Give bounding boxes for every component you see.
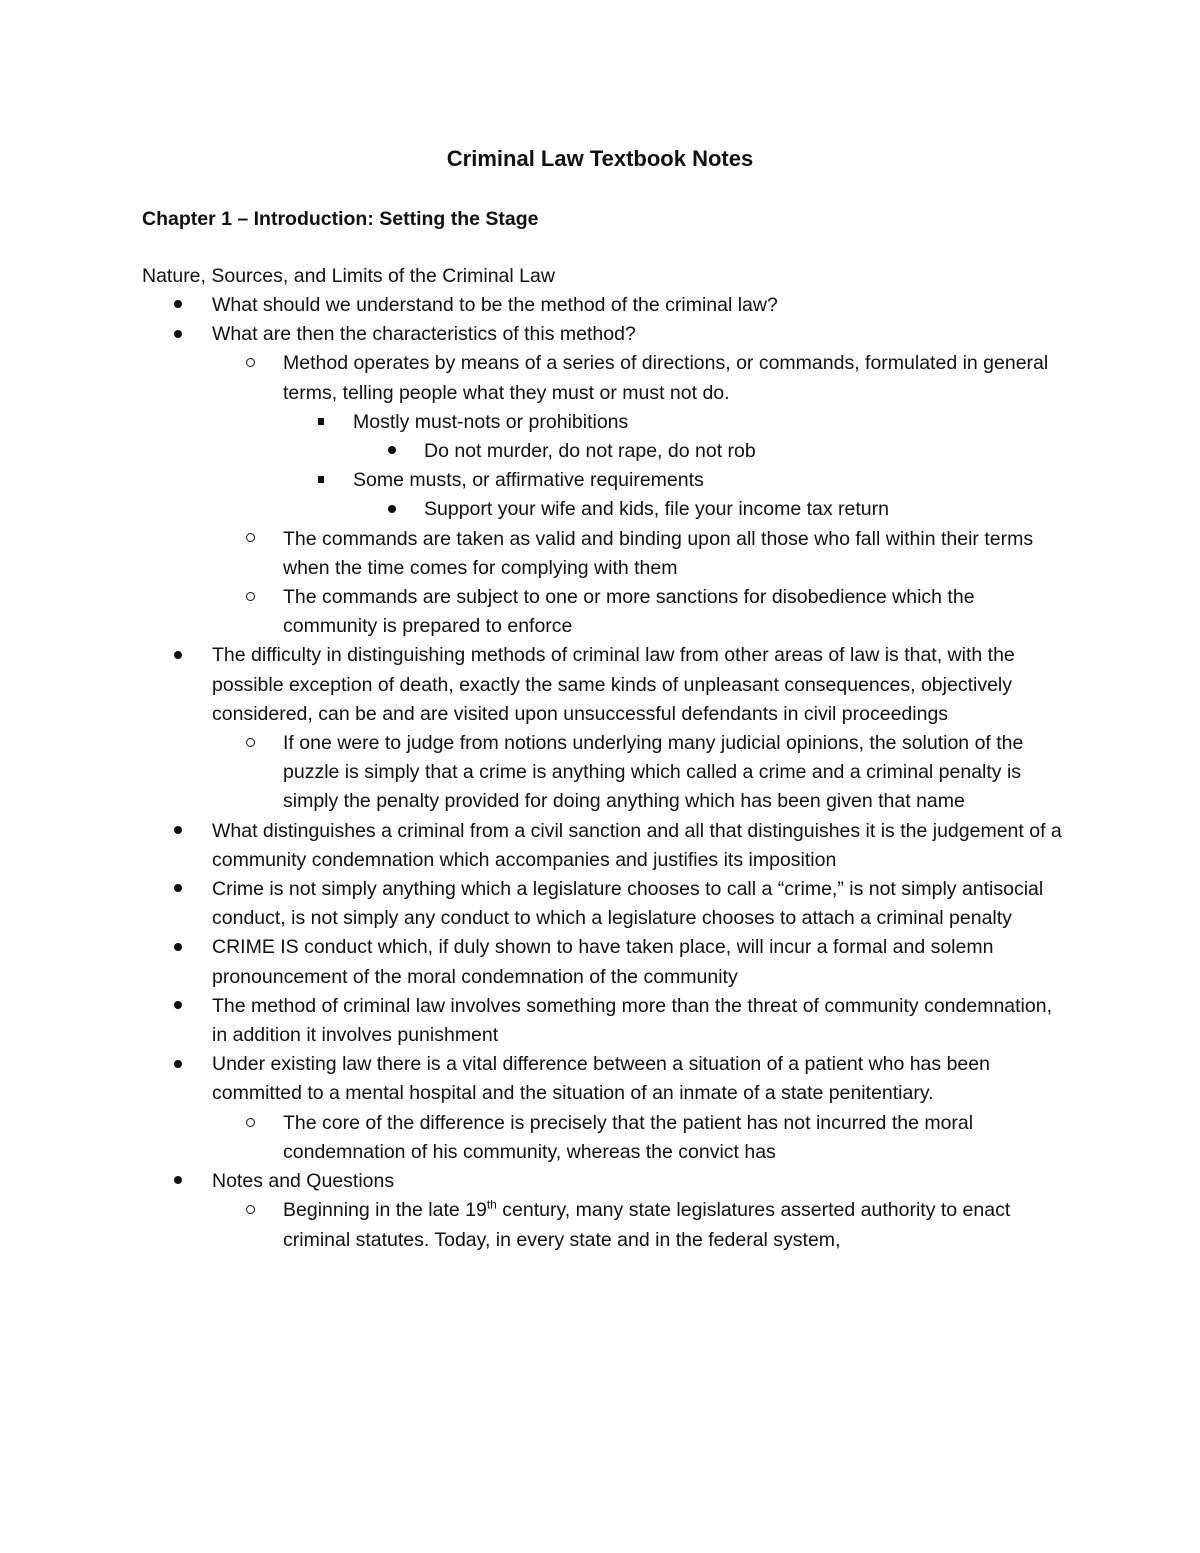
section-heading: Nature, Sources, and Limits of the Criminal Law (142, 265, 555, 287)
list-item-text: Beginning in the late 19th century, many state legislatures asserted authority to enact criminal statutes. Today, in every state and in the federal system, (283, 1197, 1011, 1251)
superscript: th (486, 1197, 497, 1212)
list-item-text: If one were to judge from notions underlying many judicial opinions, the solution of the puzzle is simply that a crime is anything which called a crime and a criminal penalty is simply the penalty provided for doing anything which has been given that name (283, 732, 1024, 813)
list-item (0, 583, 1063, 641)
bullet-icon (388, 495, 396, 524)
bullet-icon (174, 817, 182, 846)
list-item (0, 408, 1063, 437)
list-item-text: The core of the difference is precisely that the patient has not incurred the moral condemnation of his community, whereas the convict has (283, 1111, 974, 1163)
list-item-text: Support your wife and kids, file your income tax return (424, 498, 889, 521)
circle-bullet-icon (246, 525, 255, 554)
list-item-text: Do not murder, do not rape, do not rob (424, 440, 756, 463)
bullet-icon (174, 1050, 182, 1079)
list-item-text: The commands are subject to one or more sanctions for disobedience which the community is prepared to enforce (283, 586, 975, 638)
list-item-text: Notes and Questions (212, 1170, 395, 1193)
list-item (0, 817, 1062, 875)
list-item (0, 349, 1063, 407)
list-item (0, 437, 1064, 466)
list-item-text: The commands are taken as valid and binding upon all those who fall within their terms when the time comes for complying with them (283, 527, 1034, 579)
list-item (0, 291, 1062, 320)
bullet-icon (174, 992, 182, 1021)
bullet-icon (174, 933, 182, 962)
circle-bullet-icon (246, 1109, 255, 1138)
list-item-text: What are then the characteristics of this method? (212, 323, 636, 346)
list-item-text: Method operates by means of a series of directions, or commands, formulated in general terms, telling people what they must or must not do. (283, 352, 1049, 404)
list-item (0, 1167, 1062, 1196)
list-item-text: Under existing law there is a vital difference between a situation of a patient who has been committed to a mental hospital and the situation of an inmate of a state penitentiary. (212, 1053, 990, 1105)
list-item-text: What should we understand to be the method of the criminal law? (212, 294, 778, 316)
list-item (0, 320, 1062, 349)
list-item-text: The difficulty in distinguishing methods of criminal law from other areas of law is that, with the possible exception of death, exactly the same kinds of unpleasant consequences, objectively considered, can be and are visited upon unsuccessful defendants in civil proceedings (212, 644, 1015, 725)
list-item (0, 729, 1063, 817)
list-item (0, 1050, 1062, 1108)
bullet-icon (174, 641, 182, 670)
document-title: Criminal Law Textbook Notes (446, 146, 754, 171)
list-item (0, 992, 1062, 1050)
list-item (0, 1196, 1063, 1254)
list-item (0, 495, 1064, 524)
list-item (0, 875, 1062, 933)
bullet-icon (174, 875, 182, 904)
bullet-icon (174, 1167, 182, 1196)
list-item (0, 1109, 1063, 1167)
list-item-text: Mostly must-nots or prohibitions (353, 410, 629, 433)
bullet-icon (174, 291, 182, 320)
chapter-heading: Chapter 1 – Introduction: Setting the Stage (142, 208, 539, 230)
circle-bullet-icon (246, 349, 255, 378)
circle-bullet-icon (246, 1196, 255, 1225)
notes-outline (0, 291, 1200, 1255)
list-item-text: Crime is not simply anything which a legislature chooses to call a “crime,” is not simply antisocial conduct, is not simply any conduct to which a legislature chooses to attach a criminal penalty (212, 878, 1044, 930)
circle-bullet-icon (246, 729, 255, 758)
list-item (0, 525, 1063, 583)
bullet-icon (174, 320, 182, 349)
list-item (0, 466, 1063, 495)
list-item-text: What distinguishes a criminal from a civil sanction and all that distinguishes it is the judgement of a community condemnation which accompanies and justifies its imposition (212, 819, 1062, 871)
bullet-icon (388, 437, 396, 466)
square-bullet-icon (318, 466, 324, 495)
square-bullet-icon (318, 408, 324, 437)
list-item (0, 641, 1062, 729)
list-item-text: CRIME IS conduct which, if duly shown to have taken place, will incur a formal and solemn pronouncement of the moral condemnation of the community (212, 936, 994, 988)
list-item (0, 933, 1062, 991)
circle-bullet-icon (246, 583, 255, 612)
list-item-text: Some musts, or affirmative requirements (353, 469, 704, 492)
list-item-text: The method of criminal law involves something more than the threat of community condemnation, in addition it involves punishment (212, 994, 1052, 1047)
